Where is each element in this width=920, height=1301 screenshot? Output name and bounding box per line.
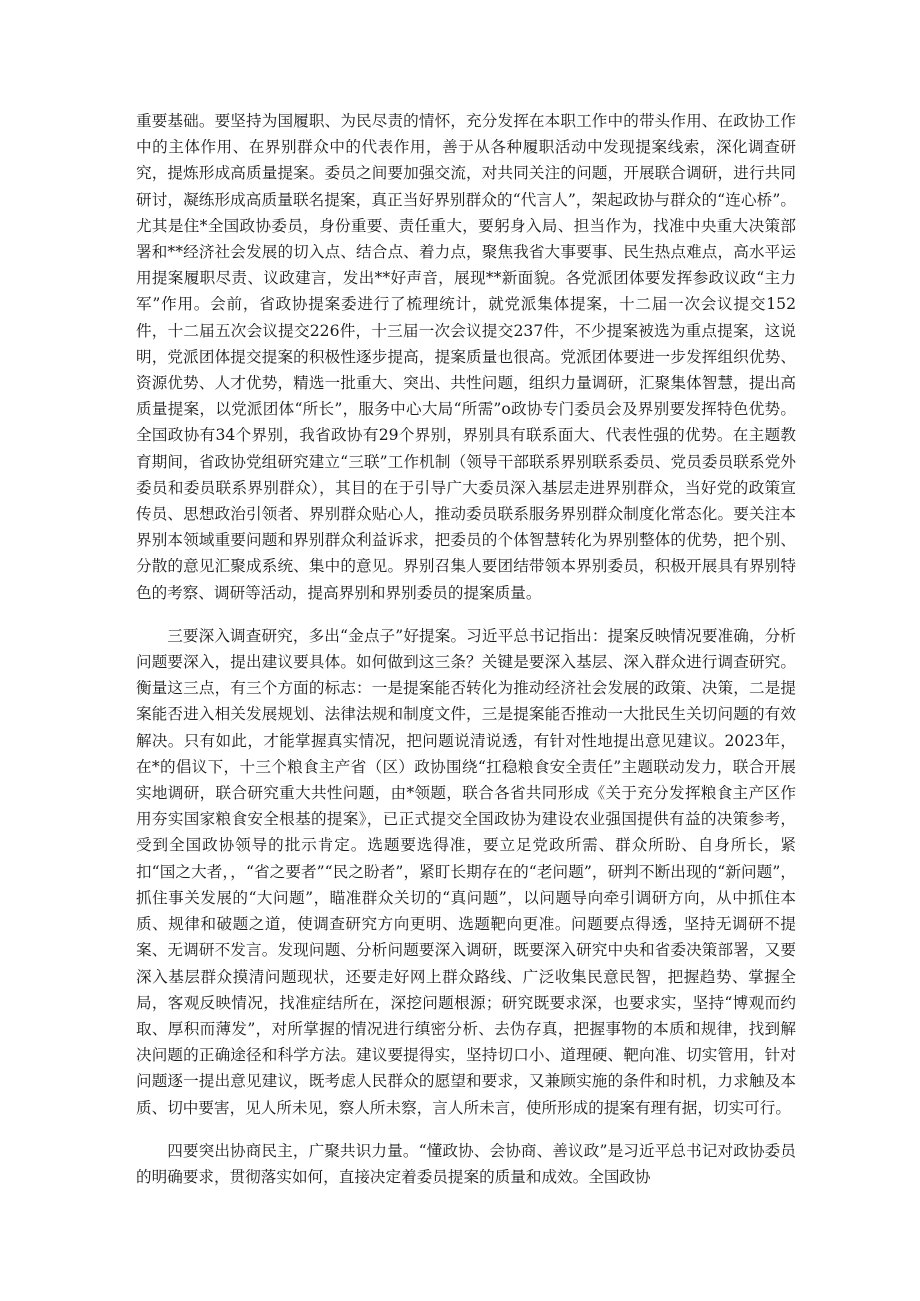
paragraph-2: 三要深入调查研究，多出“金点子”好提案。习近平总书记指出：提案反映情况要准确，分析问题要深入，提出建议要具体。如何做到这三条？关键是要深入基层、深入群众进行调查研究。衡量这三点，有三个方面的标志：一是提案能否转化为推动经济社会发展的政策、决策，二是提案能否进入相关发展规划、法律法规和制度文件，三是提案能否推动一大批民生关切问题的有效解决。只有如此，才能掌握真实情况，把问题说清说透，有针对性地提出意见建议。2023年，在*的倡议下，十三个粮食主产省（区）政协围绕“扛稳粮食安全责任”主题联动发力，联合开展实地调研，联合研究重大共性问题，由*领题，联合各省共同形成《关于充分发挥粮食主产区作用夯实国家粮食安全根基的提案》，已正式提交全国政协为建设农业强国提供有益的决策参考，受到全国政协领导的批示肯定。选题要选得准，要立足党政所需、群众所盼、自身所长，紧扣“国之大者，，“省之要者”“民之盼者”，紧盯长期存在的“老问题”，研判不断出现的“新问题”，抓住事关发展的“大问题”，瞄准群众关切的“真问题”，以问题导向牵引调研方向，从中抓住本质、规律和破题之道，使调查研究方向更明、选题靶向更准。问题要点得透，坚持无调研不提案、无调研不发言。发现问题、分析问题要深入调研，既要深入研究中央和省委决策部署，又要深入基层群众摸清问题现状，还要走好网上群众路线、广泛收集民意民智，把握趋势、掌握全局，客观反映情况，找准症结所在，深挖问题根源；研究既要求深，也要求实，坚持“博观而约取、厚积而薄发”，对所掌握的情况进行缜密分析、去伪存真，把握事物的本质和规律，找到解决问题的正确途径和科学方法。建议要提得实，坚持切口小、道理硬、靶向准、切实管用，针对问题逐一提出意见建议，既考虑人民群众的愿望和要求，又兼顾实施的条件和时机，力求触及本质、切中要害，见人所未见，察人所未察，言人所未言，使所形成的提案有理有据，切实可行。 — [136, 626, 796, 1117]
paragraph-3: 四要突出协商民主，广聚共识力量。“懂政协、会协商、善议政”是习近平总书记对政协委员的明确要求，贯彻落实如何，直接决定着委员提案的质量和成效。全国政协 — [136, 1141, 796, 1186]
paragraph-1: 重要基础。要坚持为国履职、为民尽责的情怀，充分发挥在本职工作中的带头作用、在政协工作中的主体作用、在界别群众中的代表作用，善于从各种履职活动中发现提案线索，深化调查研究，提炼形成高质量提案。委员之间要加强交流，对共同关注的问题，开展联合调研，进行共同研讨，凝练形成高质量联名提案，真正当好界别群众的“代言人”，架起政协与群众的“连心桥”。尤其是住*全国政协委员，身份重要、责任重大，要躬身入局、担当作为，找准中央重大决策部署和**经济社会发展的切入点、结合点、着力点，聚焦我省大事要事、民生热点难点，高水平运用提案履职尽责、议政建言，发出**好声音，展现**新面貌。各党派团体要发挥参政议政“主力军”作用。会前，省政协提案委进行了梳理统计，就党派集体提案，十二届一次会议提交152件，十二届五次会议提交226件，十三届一次会议提交237件，不少提案被选为重点提案，这说明，党派团体提交提案的积极性逐步提高，提案质量也很高。党派团体要进一步发挥组织优势、资源优势、人才优势，精选一批重大、突出、共性问题，组织力量调研，汇聚集体智慧，提出高质量提案，以党派团体“所长”，服务中心大局“所需”o政协专门委员会及界别要发挥特色优势。全国政协有34个界别，我省政协有29个界别，界别具有联系面大、代表性强的优势。在主题教育期间，省政协党组研究建立“三联”工作机制（领导干部联系界别联系委员、党员委员联系党外委员和委员联系界别群众），其目的在于引导广大委员深入基层走进界别群众，当好党的政策宣传员、思想政治引领者、界别群众贴心人，推动委员联系服务界别群众制度化常态化。要关注本界别本领域重要问题和界别群众利益诉求，把委员的个体智慧转化为界别整体的优势，把个别、分散的意见汇聚成系统、集中的意见。界别召集人要团结带领本界别委员，积极开展具有界别特色的考察、调研等活动，提高界别和界别委员的提案质量。 — [136, 112, 796, 602]
document-page — [136, 108, 796, 1190]
